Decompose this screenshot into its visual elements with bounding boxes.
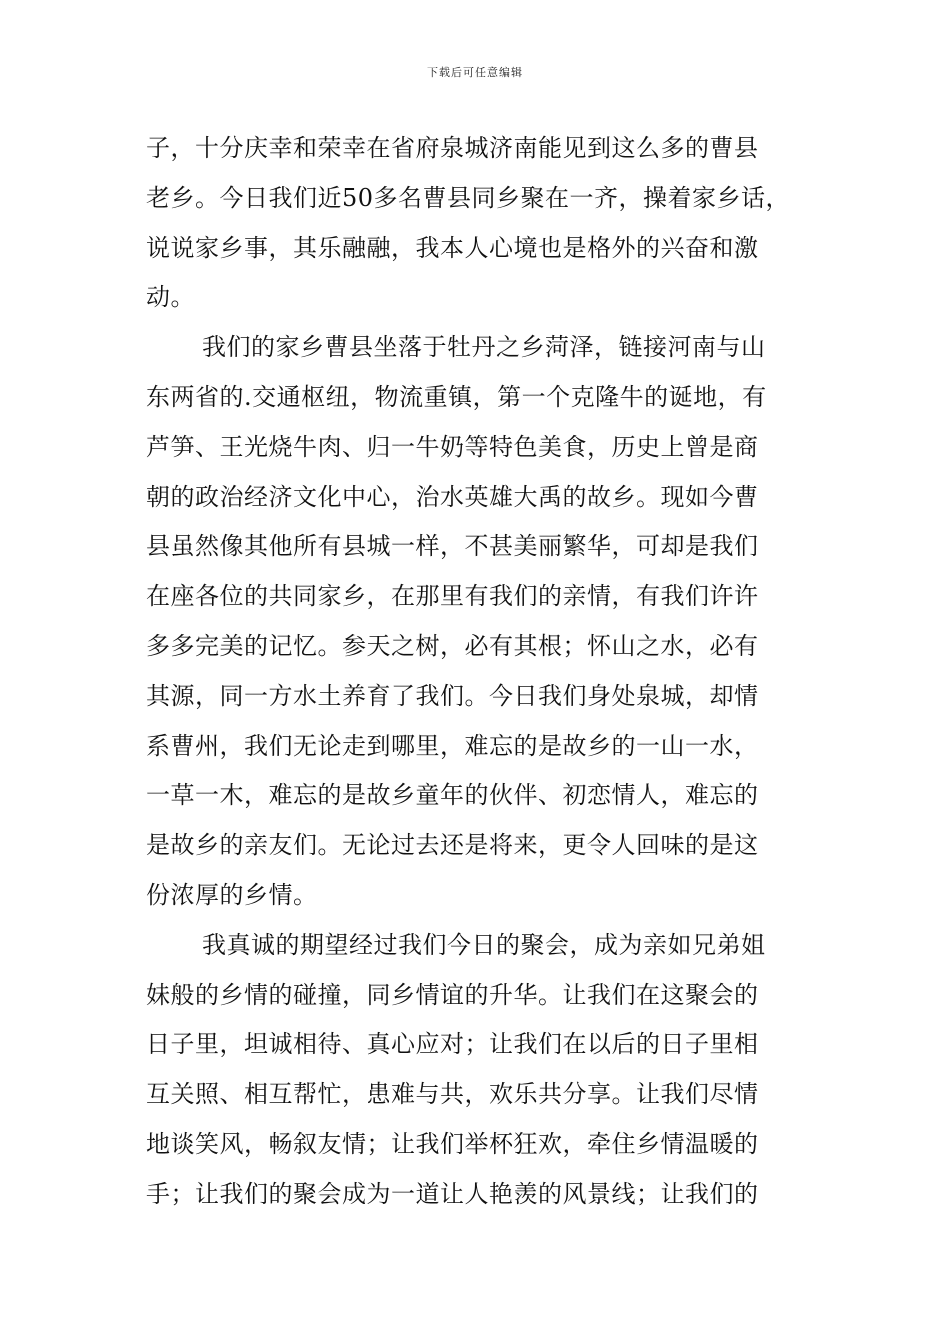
text-line: 地谈笑风，畅叙友情；让我们举杯狂欢，牵住乡情温暖的 (146, 1129, 759, 1158)
text-line: 老乡。今日我们近50多名曹县同乡聚在一齐，操着家乡话， (146, 183, 791, 212)
text-line: 互关照、相互帮忙，患难与共，欢乐共分享。让我们尽情 (146, 1080, 759, 1109)
text-line: 是故乡的亲友们。无论过去还是将来，更令人回味的是这 (146, 831, 759, 860)
text-line: 县虽然像其他所有县城一样，不甚美丽繁华，可却是我们 (146, 532, 759, 561)
text-line: 朝的政治经济文化中心，治水英雄大禹的故乡。现如今曹 (146, 482, 759, 511)
text-line: 我们的家乡曹县坐落于牡丹之乡菏泽，链接河南与山 (202, 333, 766, 362)
text-line: 动。 (146, 283, 195, 312)
text-line: 芦笋、王光烧牛肉、归一牛奶等特色美食，历史上曾是商 (146, 432, 759, 461)
document-body (146, 124, 814, 1220)
text-line: 份浓厚的乡情。 (146, 880, 318, 909)
text-line: 我真诚的期望经过我们今日的聚会，成为亲如兄弟姐 (202, 930, 766, 959)
text-line: 系曹州，我们无论走到哪里，难忘的是故乡的一山一水， (146, 731, 759, 760)
text-line: 妹般的乡情的碰撞，同乡情谊的升华。让我们在这聚会的 (146, 980, 759, 1009)
page-header: 下载后可任意编辑 (427, 66, 523, 79)
text-line: 多多完美的记忆。参天之树，必有其根；怀山之水，必有 (146, 631, 759, 660)
text-line: 子，十分庆幸和荣幸在省府泉城济南能见到这么多的曹县 (146, 134, 759, 162)
text-line: 说说家乡事，其乐融融，我本人心境也是格外的兴奋和激 (146, 233, 759, 262)
text-line: 日子里，坦诚相待、真心应对；让我们在以后的日子里相 (146, 1030, 759, 1059)
text-line: 其源，同一方水土养育了我们。今日我们身处泉城，却情 (146, 681, 759, 710)
text-line: 手；让我们的聚会成为一道让人艳羡的风景线；让我们的 (146, 1179, 759, 1208)
text-line: 一草一木，难忘的是故乡童年的伙伴、初恋情人，难忘的 (146, 781, 759, 810)
text-line: 在座各位的共同家乡，在那里有我们的亲情，有我们许许 (146, 582, 759, 611)
text-line: 东两省的.交通枢纽，物流重镇，第一个克隆牛的诞地，有 (146, 382, 767, 411)
